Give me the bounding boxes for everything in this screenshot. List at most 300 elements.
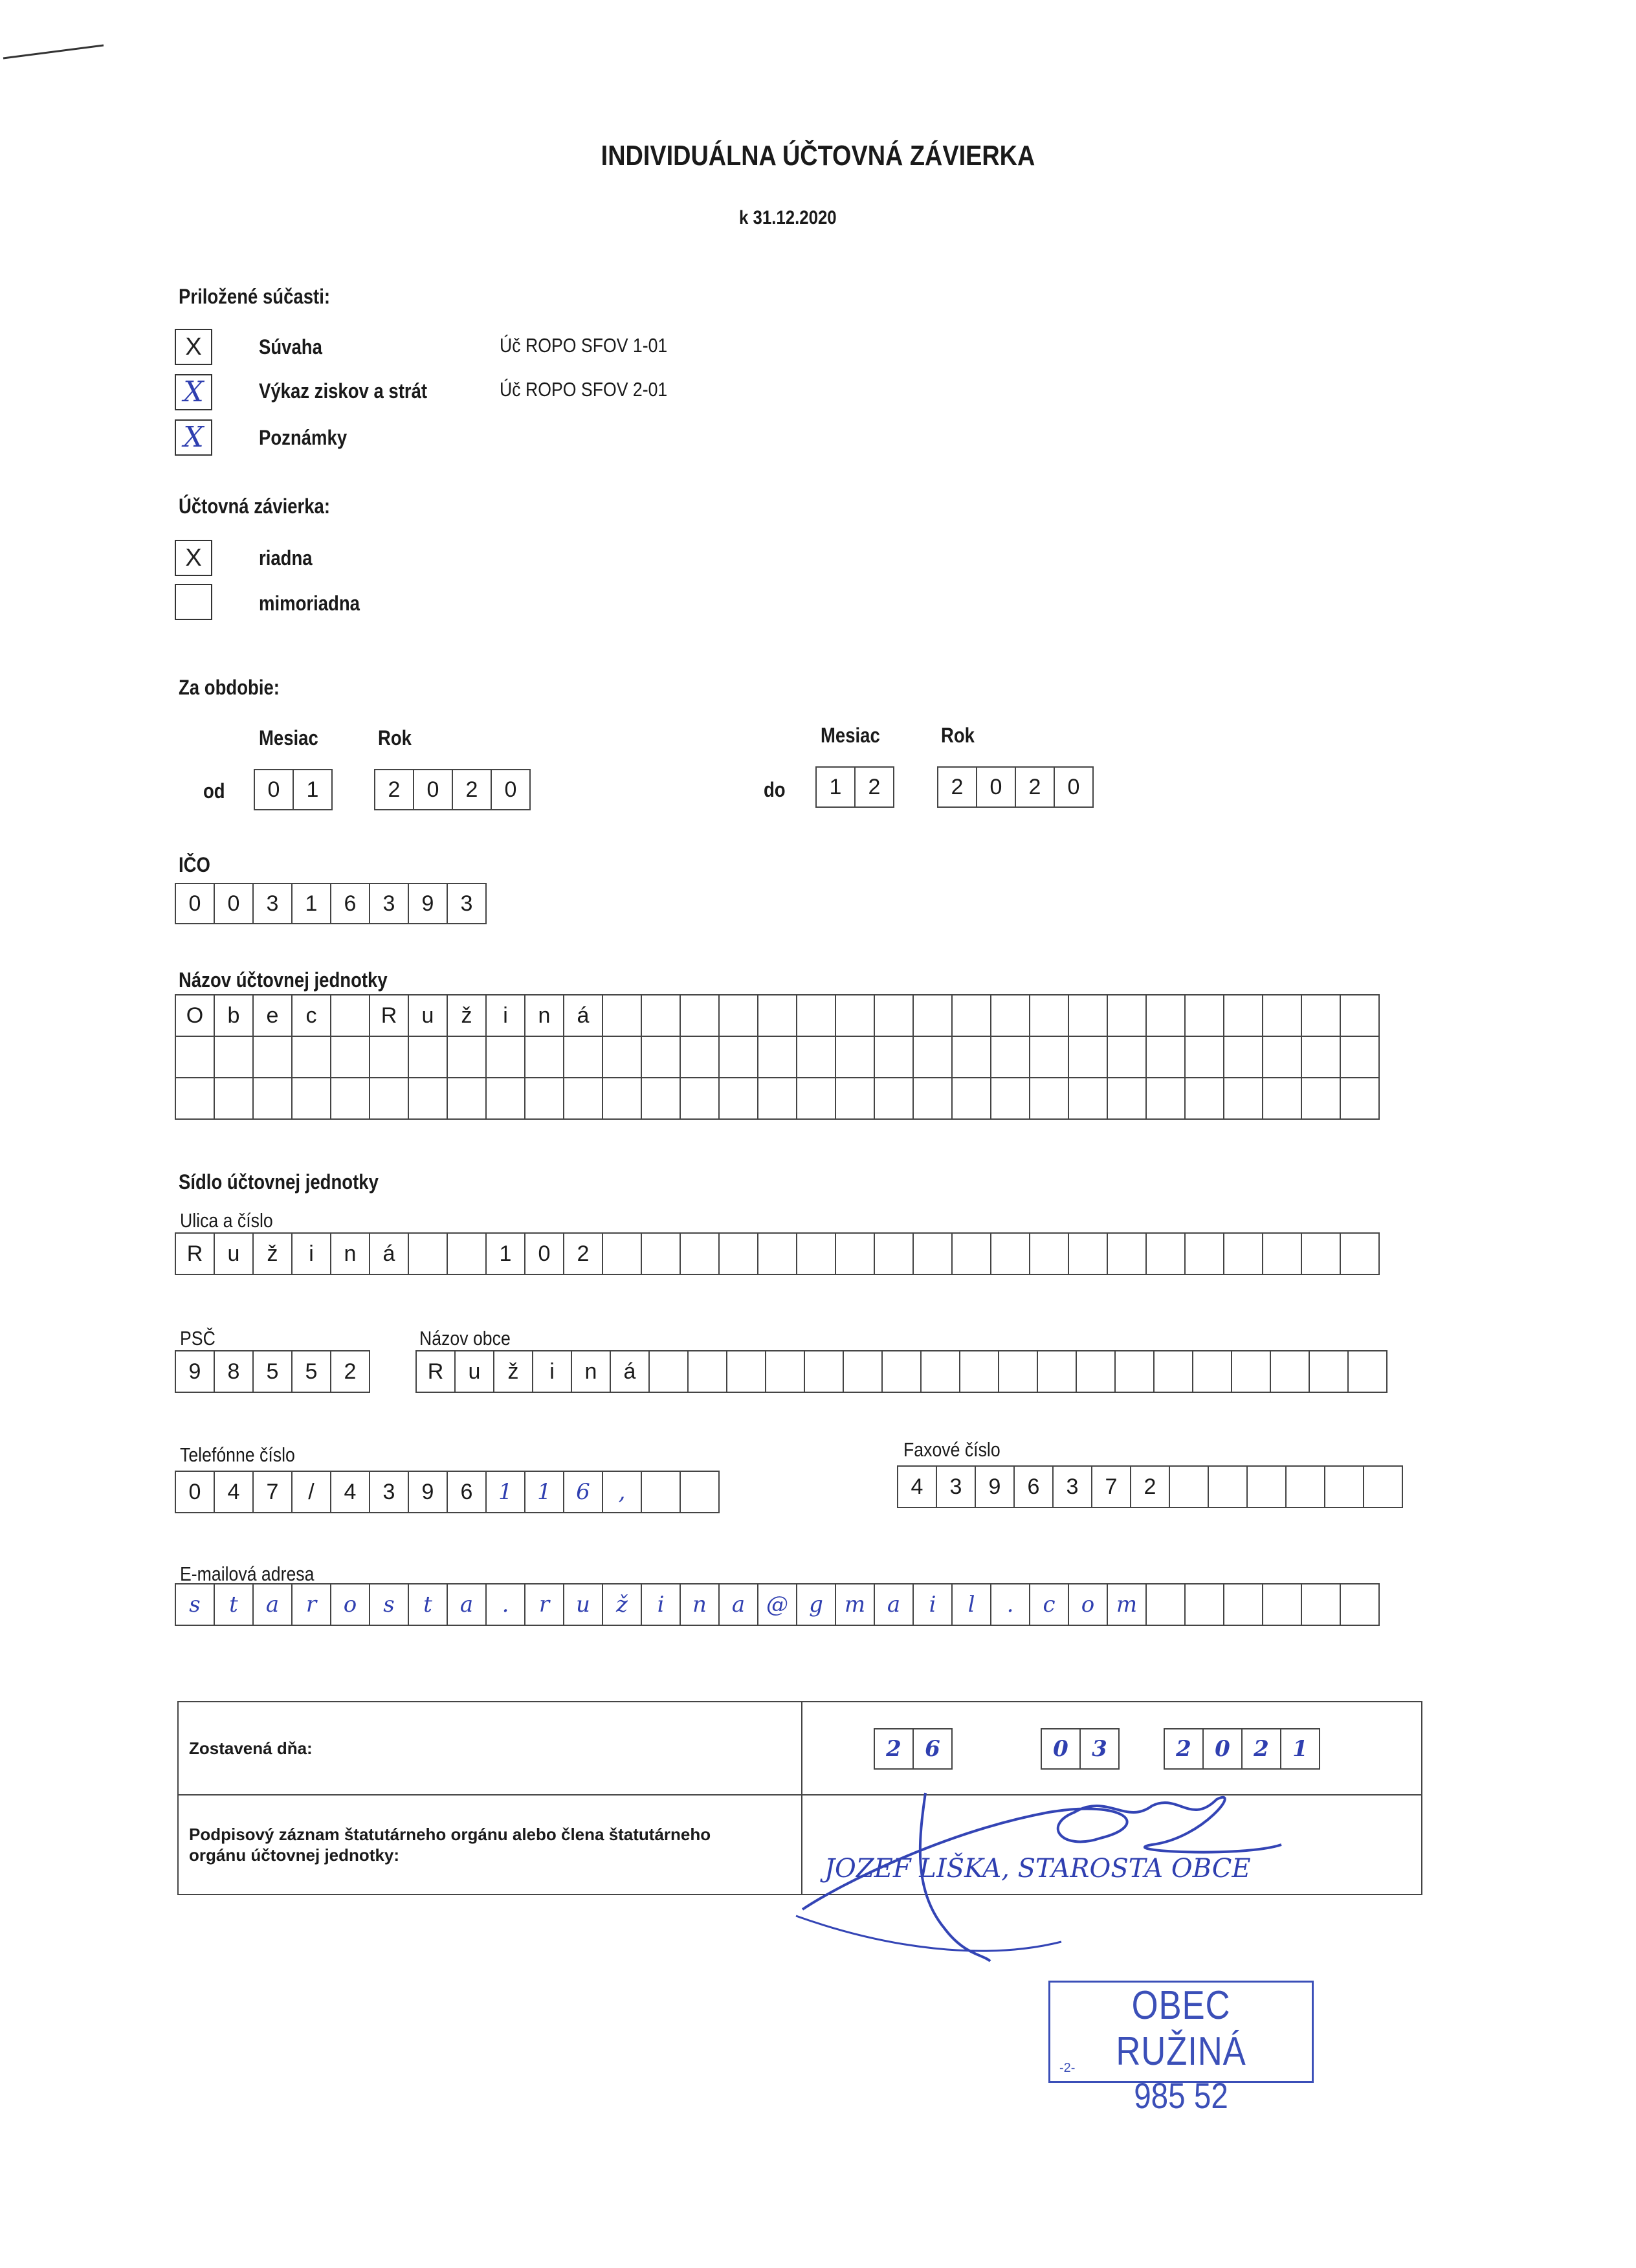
char-cell bbox=[835, 995, 874, 1036]
digit-cell: 1 bbox=[1280, 1728, 1320, 1770]
psc-field[interactable] bbox=[175, 1350, 370, 1393]
char-cell: m bbox=[835, 1584, 874, 1625]
psc-label: PSČ bbox=[180, 1327, 216, 1350]
digit-cell: 1 bbox=[291, 883, 331, 924]
to-year-label: Rok bbox=[941, 724, 975, 747]
char-cell bbox=[913, 995, 952, 1036]
char-cell: i bbox=[641, 1584, 680, 1625]
stamp-line-1: OBEC RUŽINÁ bbox=[1116, 1983, 1246, 2074]
char-cell: l bbox=[952, 1584, 991, 1625]
char-cell bbox=[1340, 1078, 1379, 1119]
char-cell: R bbox=[370, 995, 408, 1036]
char-cell bbox=[1030, 995, 1068, 1036]
char-cell bbox=[408, 1036, 447, 1078]
char-cell: . bbox=[991, 1584, 1030, 1625]
char-cell: u bbox=[214, 1233, 253, 1274]
digit-cell: 0 bbox=[1041, 1728, 1081, 1770]
char-cell bbox=[641, 995, 680, 1036]
digit-cell: 2 bbox=[1164, 1728, 1204, 1770]
char-cell: . bbox=[486, 1584, 525, 1625]
compiled-month-field[interactable] bbox=[1041, 1728, 1120, 1770]
char-cell bbox=[1030, 1078, 1068, 1119]
city-field[interactable] bbox=[415, 1350, 1387, 1393]
char-cell bbox=[408, 1233, 447, 1274]
char-cell bbox=[843, 1351, 882, 1392]
digit-cell: 9 bbox=[408, 883, 448, 924]
char-cell bbox=[874, 1078, 913, 1119]
char-cell bbox=[1232, 1351, 1270, 1392]
unit-name-grid[interactable] bbox=[175, 994, 1380, 1120]
char-cell bbox=[1270, 1351, 1309, 1392]
char-cell bbox=[874, 1036, 913, 1078]
ico-label: IČO bbox=[179, 853, 210, 876]
char-cell bbox=[758, 995, 797, 1036]
char-cell bbox=[1247, 1466, 1286, 1507]
char-cell bbox=[719, 995, 758, 1036]
char-cell bbox=[1107, 1233, 1146, 1274]
attachment-name-balance: Súvaha bbox=[259, 335, 322, 359]
char-cell bbox=[680, 1078, 719, 1119]
char-cell bbox=[1224, 1036, 1263, 1078]
municipality-stamp bbox=[1048, 1981, 1314, 2116]
signer-name: JOZEF LIŠKA, STAROSTA OBCE bbox=[824, 1854, 1251, 1884]
char-cell bbox=[641, 1078, 680, 1119]
digit-cell: 0 bbox=[254, 769, 294, 810]
char-cell: g bbox=[797, 1584, 835, 1625]
char-cell bbox=[952, 1036, 991, 1078]
page-number: -2- bbox=[1059, 2061, 1076, 2075]
char-cell: i bbox=[533, 1351, 571, 1392]
attachment-name-pnl: Výkaz ziskov a strát bbox=[259, 379, 428, 403]
char-cell bbox=[253, 1078, 292, 1119]
compiled-year-field[interactable] bbox=[1164, 1728, 1320, 1770]
char-cell: u bbox=[408, 995, 447, 1036]
char-cell bbox=[331, 1078, 370, 1119]
char-cell bbox=[1224, 1078, 1263, 1119]
sign-label: Podpisový záznam štatutárneho orgánu alebo člena štatutárneho orgánu účtovnej jednotky: bbox=[189, 1825, 711, 1865]
char-cell: 8 bbox=[214, 1351, 253, 1392]
char-cell: n bbox=[680, 1584, 719, 1625]
char-cell bbox=[641, 1233, 680, 1274]
char-cell bbox=[602, 1078, 641, 1119]
char-cell bbox=[1340, 995, 1379, 1036]
char-cell bbox=[331, 995, 370, 1036]
char-cell bbox=[1263, 1036, 1301, 1078]
char-cell bbox=[1146, 1233, 1185, 1274]
to-year-field[interactable] bbox=[937, 766, 1094, 808]
char-cell bbox=[1107, 1078, 1146, 1119]
char-cell bbox=[564, 1078, 602, 1119]
char-cell: 5 bbox=[253, 1351, 292, 1392]
char-cell bbox=[680, 1233, 719, 1274]
char-cell: / bbox=[292, 1471, 331, 1513]
char-cell: á bbox=[610, 1351, 649, 1392]
char-cell bbox=[602, 1036, 641, 1078]
char-cell bbox=[874, 995, 913, 1036]
email-field[interactable] bbox=[175, 1583, 1380, 1626]
digit-cell: 3 bbox=[252, 883, 293, 924]
char-cell bbox=[1208, 1466, 1247, 1507]
char-cell: i bbox=[292, 1233, 331, 1274]
char-cell bbox=[1301, 1036, 1340, 1078]
char-cell: s bbox=[370, 1584, 408, 1625]
char-cell bbox=[727, 1351, 766, 1392]
char-cell bbox=[804, 1351, 843, 1392]
digit-cell: 1 bbox=[293, 769, 333, 810]
fax-row bbox=[898, 1466, 1402, 1507]
compiled-date-cell[interactable] bbox=[802, 1702, 1422, 1795]
char-cell bbox=[758, 1078, 797, 1119]
from-label: od bbox=[203, 779, 225, 803]
digit-cell: 0 bbox=[413, 769, 453, 810]
char-cell: t bbox=[408, 1584, 447, 1625]
char-cell bbox=[999, 1351, 1037, 1392]
char-cell bbox=[1169, 1466, 1208, 1507]
attachment-checkbox-notes[interactable]: X bbox=[175, 419, 212, 456]
char-cell: 7 bbox=[253, 1471, 292, 1513]
char-cell: , bbox=[602, 1471, 641, 1513]
digit-cell: 3 bbox=[369, 883, 409, 924]
page-title: INDIVIDUÁLNA ÚČTOVNÁ ZÁVIERKA bbox=[601, 140, 1035, 172]
char-cell: 5 bbox=[292, 1351, 331, 1392]
char-cell: 3 bbox=[936, 1466, 975, 1507]
char-cell bbox=[680, 1036, 719, 1078]
char-cell bbox=[641, 1471, 680, 1513]
period-label: Za obdobie: bbox=[179, 676, 280, 699]
char-cell bbox=[797, 995, 835, 1036]
char-cell bbox=[1224, 1584, 1263, 1625]
char-cell bbox=[960, 1351, 999, 1392]
char-cell: 9 bbox=[408, 1471, 447, 1513]
char-cell bbox=[214, 1036, 253, 1078]
char-cell: r bbox=[292, 1584, 331, 1625]
char-cell: 0 bbox=[175, 1471, 214, 1513]
digit-cell: 2 bbox=[374, 769, 414, 810]
char-cell bbox=[1340, 1036, 1379, 1078]
char-cell bbox=[835, 1233, 874, 1274]
ico-field[interactable] bbox=[175, 883, 487, 924]
char-cell bbox=[1185, 1584, 1224, 1625]
from-month-field[interactable] bbox=[254, 769, 333, 810]
char-cell bbox=[175, 1078, 214, 1119]
char-cell: R bbox=[175, 1233, 214, 1274]
digit-cell: 2 bbox=[452, 769, 492, 810]
char-cell bbox=[680, 995, 719, 1036]
compiled-label-cell bbox=[178, 1702, 802, 1795]
char-cell bbox=[1030, 1036, 1068, 1078]
phone-row bbox=[175, 1471, 719, 1513]
margin-mark bbox=[0, 32, 116, 65]
compiled-label: Zostavená dňa: bbox=[189, 1738, 313, 1758]
char-cell: 1 bbox=[486, 1471, 525, 1513]
char-cell bbox=[649, 1351, 688, 1392]
city-row bbox=[416, 1351, 1387, 1392]
char-cell bbox=[1185, 1036, 1224, 1078]
char-cell bbox=[564, 1036, 602, 1078]
char-cell bbox=[719, 1233, 758, 1274]
fax-field[interactable] bbox=[897, 1465, 1403, 1508]
attachment-code-pnl: Úč ROPO SFOV 2-01 bbox=[500, 378, 668, 401]
char-cell bbox=[952, 995, 991, 1036]
char-cell: 1 bbox=[525, 1471, 564, 1513]
char-cell bbox=[680, 1471, 719, 1513]
char-cell bbox=[331, 1036, 370, 1078]
char-cell bbox=[797, 1078, 835, 1119]
stamp-line-2: 985 52 bbox=[1134, 2075, 1228, 2116]
char-cell: 2 bbox=[564, 1233, 602, 1274]
char-cell bbox=[1154, 1351, 1193, 1392]
char-cell bbox=[1309, 1351, 1348, 1392]
from-year-label: Rok bbox=[378, 726, 412, 750]
digit-cell: 0 bbox=[214, 883, 254, 924]
attachment-checkbox-pnl[interactable]: X bbox=[175, 374, 212, 410]
char-cell bbox=[447, 1078, 486, 1119]
char-cell bbox=[370, 1036, 408, 1078]
char-cell bbox=[1193, 1351, 1232, 1392]
char-cell bbox=[447, 1036, 486, 1078]
char-cell bbox=[991, 1078, 1030, 1119]
closing-checkbox-extraordinary[interactable] bbox=[175, 584, 212, 620]
digit-cell: 0 bbox=[491, 769, 531, 810]
char-cell: ž bbox=[447, 995, 486, 1036]
char-cell bbox=[719, 1036, 758, 1078]
char-cell: 9 bbox=[975, 1466, 1014, 1507]
char-cell: t bbox=[214, 1584, 253, 1625]
char-cell: r bbox=[525, 1584, 564, 1625]
char-cell bbox=[882, 1351, 921, 1392]
char-cell bbox=[214, 1078, 253, 1119]
char-cell bbox=[719, 1078, 758, 1119]
char-cell bbox=[913, 1233, 952, 1274]
char-cell bbox=[1340, 1233, 1379, 1274]
char-cell bbox=[758, 1233, 797, 1274]
digit-cell: 2 bbox=[854, 766, 894, 808]
to-label: do bbox=[764, 778, 786, 801]
char-cell: 6 bbox=[564, 1471, 602, 1513]
email-label: E-mailová adresa bbox=[180, 1562, 315, 1585]
char-cell: 7 bbox=[1092, 1466, 1131, 1507]
char-cell bbox=[1146, 1036, 1185, 1078]
street-row bbox=[175, 1233, 1379, 1274]
char-cell bbox=[766, 1351, 804, 1392]
char-cell bbox=[292, 1036, 331, 1078]
char-cell bbox=[1115, 1351, 1154, 1392]
from-month-label: Mesiac bbox=[259, 726, 318, 750]
char-cell bbox=[1068, 1078, 1107, 1119]
attachments-label: Priložené súčasti: bbox=[179, 285, 331, 308]
handwritten-signature bbox=[790, 1786, 1372, 1981]
char-cell bbox=[1068, 995, 1107, 1036]
char-cell bbox=[1263, 995, 1301, 1036]
char-cell: n bbox=[571, 1351, 610, 1392]
char-cell: o bbox=[331, 1584, 370, 1625]
digit-cell: 2 bbox=[1241, 1728, 1281, 1770]
char-cell bbox=[1146, 1078, 1185, 1119]
to-month-label: Mesiac bbox=[821, 724, 880, 747]
char-cell bbox=[486, 1078, 525, 1119]
char-cell bbox=[1325, 1466, 1364, 1507]
char-cell bbox=[641, 1036, 680, 1078]
char-cell bbox=[1301, 1078, 1340, 1119]
char-cell bbox=[408, 1078, 447, 1119]
digit-cell: 0 bbox=[1202, 1728, 1243, 1770]
email-row bbox=[175, 1584, 1379, 1625]
char-cell: a bbox=[719, 1584, 758, 1625]
char-cell bbox=[292, 1078, 331, 1119]
char-cell: 3 bbox=[370, 1471, 408, 1513]
char-cell bbox=[1263, 1233, 1301, 1274]
char-cell bbox=[835, 1036, 874, 1078]
digit-cell: 0 bbox=[976, 766, 1016, 808]
char-cell bbox=[991, 1233, 1030, 1274]
char-cell bbox=[1068, 1036, 1107, 1078]
char-cell bbox=[486, 1036, 525, 1078]
char-cell bbox=[913, 1078, 952, 1119]
digit-cell: 1 bbox=[815, 766, 856, 808]
char-cell: c bbox=[292, 995, 331, 1036]
char-cell: 6 bbox=[447, 1471, 486, 1513]
char-cell bbox=[1107, 1036, 1146, 1078]
char-cell: 3 bbox=[1053, 1466, 1092, 1507]
closing-option-regular: riadna bbox=[259, 546, 313, 570]
char-cell: ž bbox=[602, 1584, 641, 1625]
char-cell: ž bbox=[253, 1233, 292, 1274]
char-cell: a bbox=[447, 1584, 486, 1625]
char-cell bbox=[835, 1078, 874, 1119]
char-cell bbox=[1224, 995, 1263, 1036]
char-cell bbox=[253, 1036, 292, 1078]
closing-checkbox-regular[interactable]: X bbox=[175, 540, 212, 576]
char-cell bbox=[991, 995, 1030, 1036]
char-cell: u bbox=[455, 1351, 494, 1392]
char-cell bbox=[1224, 1233, 1263, 1274]
compiled-day-field[interactable] bbox=[874, 1728, 953, 1770]
char-cell bbox=[797, 1233, 835, 1274]
digit-cell: 3 bbox=[1079, 1728, 1120, 1770]
char-cell: R bbox=[416, 1351, 455, 1392]
char-cell: 9 bbox=[175, 1351, 214, 1392]
char-cell: a bbox=[253, 1584, 292, 1625]
char-cell bbox=[874, 1233, 913, 1274]
street-field[interactable] bbox=[175, 1232, 1380, 1275]
char-cell bbox=[797, 1036, 835, 1078]
char-cell: e bbox=[253, 995, 292, 1036]
char-cell bbox=[1185, 1078, 1224, 1119]
digit-cell: 6 bbox=[330, 883, 370, 924]
char-cell bbox=[1185, 995, 1224, 1036]
to-month-field[interactable] bbox=[815, 766, 894, 808]
char-cell: á bbox=[370, 1233, 408, 1274]
char-cell bbox=[758, 1036, 797, 1078]
char-cell: 0 bbox=[525, 1233, 564, 1274]
char-cell: n bbox=[331, 1233, 370, 1274]
char-cell: 4 bbox=[214, 1471, 253, 1513]
char-cell: c bbox=[1030, 1584, 1068, 1625]
char-cell bbox=[1185, 1233, 1224, 1274]
char-cell: a bbox=[874, 1584, 913, 1625]
closing-label: Účtovná závierka: bbox=[179, 495, 331, 518]
digit-cell: 0 bbox=[1054, 766, 1094, 808]
char-cell bbox=[1348, 1351, 1387, 1392]
char-cell: 6 bbox=[1014, 1466, 1053, 1507]
from-year-field[interactable] bbox=[374, 769, 531, 810]
char-cell bbox=[447, 1233, 486, 1274]
char-cell bbox=[1037, 1351, 1076, 1392]
closing-option-extraordinary: mimoriadna bbox=[259, 592, 360, 615]
char-cell bbox=[991, 1036, 1030, 1078]
phone-field[interactable] bbox=[175, 1471, 720, 1513]
char-cell bbox=[1364, 1466, 1402, 1507]
char-cell bbox=[370, 1078, 408, 1119]
char-cell: s bbox=[175, 1584, 214, 1625]
phone-label: Telefónne číslo bbox=[180, 1443, 295, 1466]
char-cell bbox=[1030, 1233, 1068, 1274]
unit-name-row-3 bbox=[175, 1078, 1379, 1119]
street-label: Ulica a číslo bbox=[180, 1209, 273, 1232]
char-cell: 4 bbox=[331, 1471, 370, 1513]
digit-cell: 2 bbox=[1015, 766, 1055, 808]
char-cell bbox=[921, 1351, 960, 1392]
char-cell: 1 bbox=[486, 1233, 525, 1274]
digit-cell: 2 bbox=[874, 1728, 914, 1770]
char-cell: u bbox=[564, 1584, 602, 1625]
char-cell bbox=[1068, 1233, 1107, 1274]
char-cell bbox=[602, 995, 641, 1036]
digit-cell: 3 bbox=[447, 883, 487, 924]
char-cell: i bbox=[486, 995, 525, 1036]
char-cell bbox=[952, 1078, 991, 1119]
char-cell bbox=[1107, 995, 1146, 1036]
char-cell bbox=[525, 1078, 564, 1119]
char-cell: O bbox=[175, 995, 214, 1036]
sign-label-cell bbox=[178, 1795, 802, 1895]
psc-row bbox=[175, 1351, 370, 1392]
char-cell: n bbox=[525, 995, 564, 1036]
char-cell bbox=[1301, 1233, 1340, 1274]
digit-cell: 6 bbox=[912, 1728, 953, 1770]
char-cell: á bbox=[564, 995, 602, 1036]
char-cell: @ bbox=[758, 1584, 797, 1625]
city-label: Názov obce bbox=[419, 1327, 511, 1350]
char-cell: b bbox=[214, 995, 253, 1036]
attachment-name-notes: Poznámky bbox=[259, 426, 348, 449]
digit-cell: 2 bbox=[937, 766, 977, 808]
char-cell: 4 bbox=[898, 1466, 936, 1507]
char-cell bbox=[1263, 1584, 1301, 1625]
char-cell: i bbox=[913, 1584, 952, 1625]
char-cell: 2 bbox=[1131, 1466, 1169, 1507]
char-cell bbox=[1076, 1351, 1115, 1392]
char-cell bbox=[1301, 995, 1340, 1036]
char-cell: m bbox=[1107, 1584, 1146, 1625]
char-cell: ž bbox=[494, 1351, 533, 1392]
char-cell bbox=[525, 1036, 564, 1078]
char-cell bbox=[952, 1233, 991, 1274]
unit-name-label: Názov účtovnej jednotky bbox=[179, 968, 388, 992]
char-cell: o bbox=[1068, 1584, 1107, 1625]
char-cell bbox=[1340, 1584, 1379, 1625]
char-cell: 2 bbox=[331, 1351, 370, 1392]
unit-name-row-1 bbox=[175, 995, 1379, 1036]
attachment-code-balance: Úč ROPO SFOV 1-01 bbox=[500, 334, 668, 357]
char-cell bbox=[1263, 1078, 1301, 1119]
attachment-checkbox-balance[interactable]: X bbox=[175, 329, 212, 365]
digit-cell: 0 bbox=[175, 883, 215, 924]
char-cell bbox=[1146, 995, 1185, 1036]
char-cell bbox=[1301, 1584, 1340, 1625]
char-cell bbox=[913, 1036, 952, 1078]
unit-name-row-2 bbox=[175, 1036, 1379, 1078]
